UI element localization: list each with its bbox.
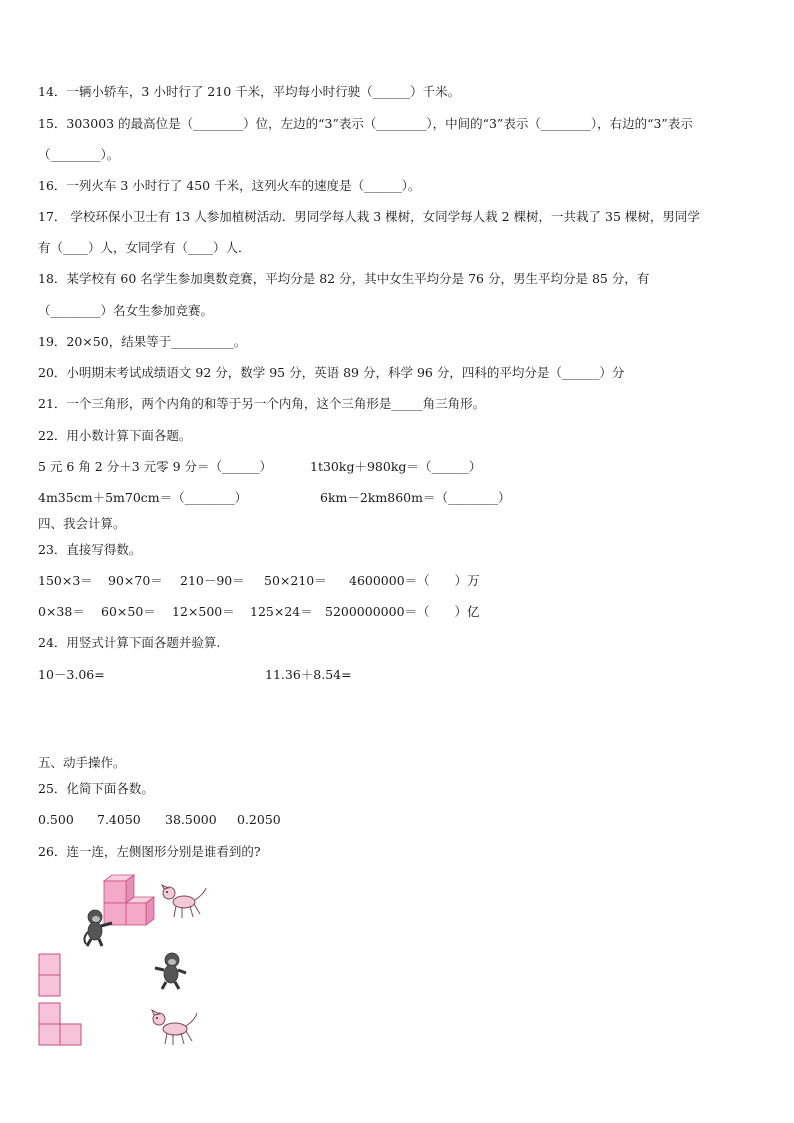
question-16: 16．一列火车 3 小时行了 450 千米，这列火车的速度是（______）。 xyxy=(38,178,421,193)
q23-item: 50×210＝ xyxy=(264,573,327,588)
q25-item: 0.500 xyxy=(38,812,74,827)
side-view-shape xyxy=(38,1002,84,1046)
q22-item: 6km－2km860m＝（________） xyxy=(320,490,511,505)
q23-item: 60×50＝ xyxy=(101,604,156,619)
monkey-icon xyxy=(152,951,188,991)
question-26: 26．连一连，左侧图形分别是谁看到的? xyxy=(38,844,261,859)
question-25: 25．化简下面各数。 xyxy=(38,781,154,796)
q24-item: 10－3.06= xyxy=(38,667,105,682)
q23-item: 210－90＝ xyxy=(180,573,245,588)
section-5-heading: 五、动手操作。 xyxy=(38,755,126,770)
question-14: 14．一辆小轿车，3 小时行了 210 千米，平均每小时行驶（______）千米。 xyxy=(38,84,461,99)
question-15-continued: （________）。 xyxy=(38,147,120,162)
question-17: 17． 学校环保小卫士有 13 人参加植树活动．男同学每人栽 3 棵树，女同学每人栽 2 棵树，一共栽了 35 棵树，男同学 xyxy=(38,209,700,224)
q23-item: 90×70＝ xyxy=(108,573,163,588)
question-23: 23．直接写得数。 xyxy=(38,542,142,557)
question-19: 19．20×50，结果等于__________。 xyxy=(38,334,247,349)
section-4-heading: 四、我会计算。 xyxy=(38,516,126,531)
q25-item: 38.5000 xyxy=(165,812,217,827)
q22-item: 4m35cm＋5m70cm＝（________） xyxy=(38,490,248,505)
q22-item: 5 元 6 角 2 分＋3 元零 9 分＝（______） xyxy=(38,459,273,474)
front-view-shape xyxy=(38,953,62,997)
q24-item: 11.36＋8.54= xyxy=(265,667,352,682)
dog-icon xyxy=(160,884,208,920)
question-15: 15．303003 的最高位是（________）位，左边的“3”表示（________），中间的“3”表示（________），右边的“3”表示 xyxy=(38,116,693,131)
question-22: 22．用小数计算下面各题。 xyxy=(38,428,192,443)
q23-item: 150×3＝ xyxy=(38,573,93,588)
question-17-continued: 有（____）人，女同学有（____）人． xyxy=(38,240,251,255)
q22-item: 1t30kg＋980kg＝（______） xyxy=(310,459,482,474)
question-24: 24．用竖式计算下面各题并验算. xyxy=(38,635,221,650)
question-21: 21．一个三角形，两个内角的和等于另一个内角，这个三角形是_____角三角形。 xyxy=(38,396,486,411)
question-18-continued: （________）名女生参加竞赛。 xyxy=(38,303,214,318)
q23-item: 5200000000＝（ ）亿 xyxy=(325,604,480,619)
q25-item: 0.2050 xyxy=(237,812,281,827)
q25-item: 7.4050 xyxy=(97,812,141,827)
q23-item: 12×500＝ xyxy=(172,604,235,619)
monkey-icon xyxy=(82,908,114,948)
dog-icon xyxy=(150,1009,200,1047)
question-20: 20．小明期末考试成绩语文 92 分，数学 95 分，英语 89 分，科学 96 分，四科的平均分是（______）分 xyxy=(38,365,625,380)
question-18: 18．某学校有 60 名学生参加奥数竞赛，平均分是 82 分，其中女生平均分是 76 分，男生平均分是 85 分，有 xyxy=(38,271,650,286)
q23-item: 4600000＝（ ）万 xyxy=(349,573,480,588)
q23-item: 125×24＝ xyxy=(250,604,313,619)
q23-item: 0×38＝ xyxy=(38,604,85,619)
